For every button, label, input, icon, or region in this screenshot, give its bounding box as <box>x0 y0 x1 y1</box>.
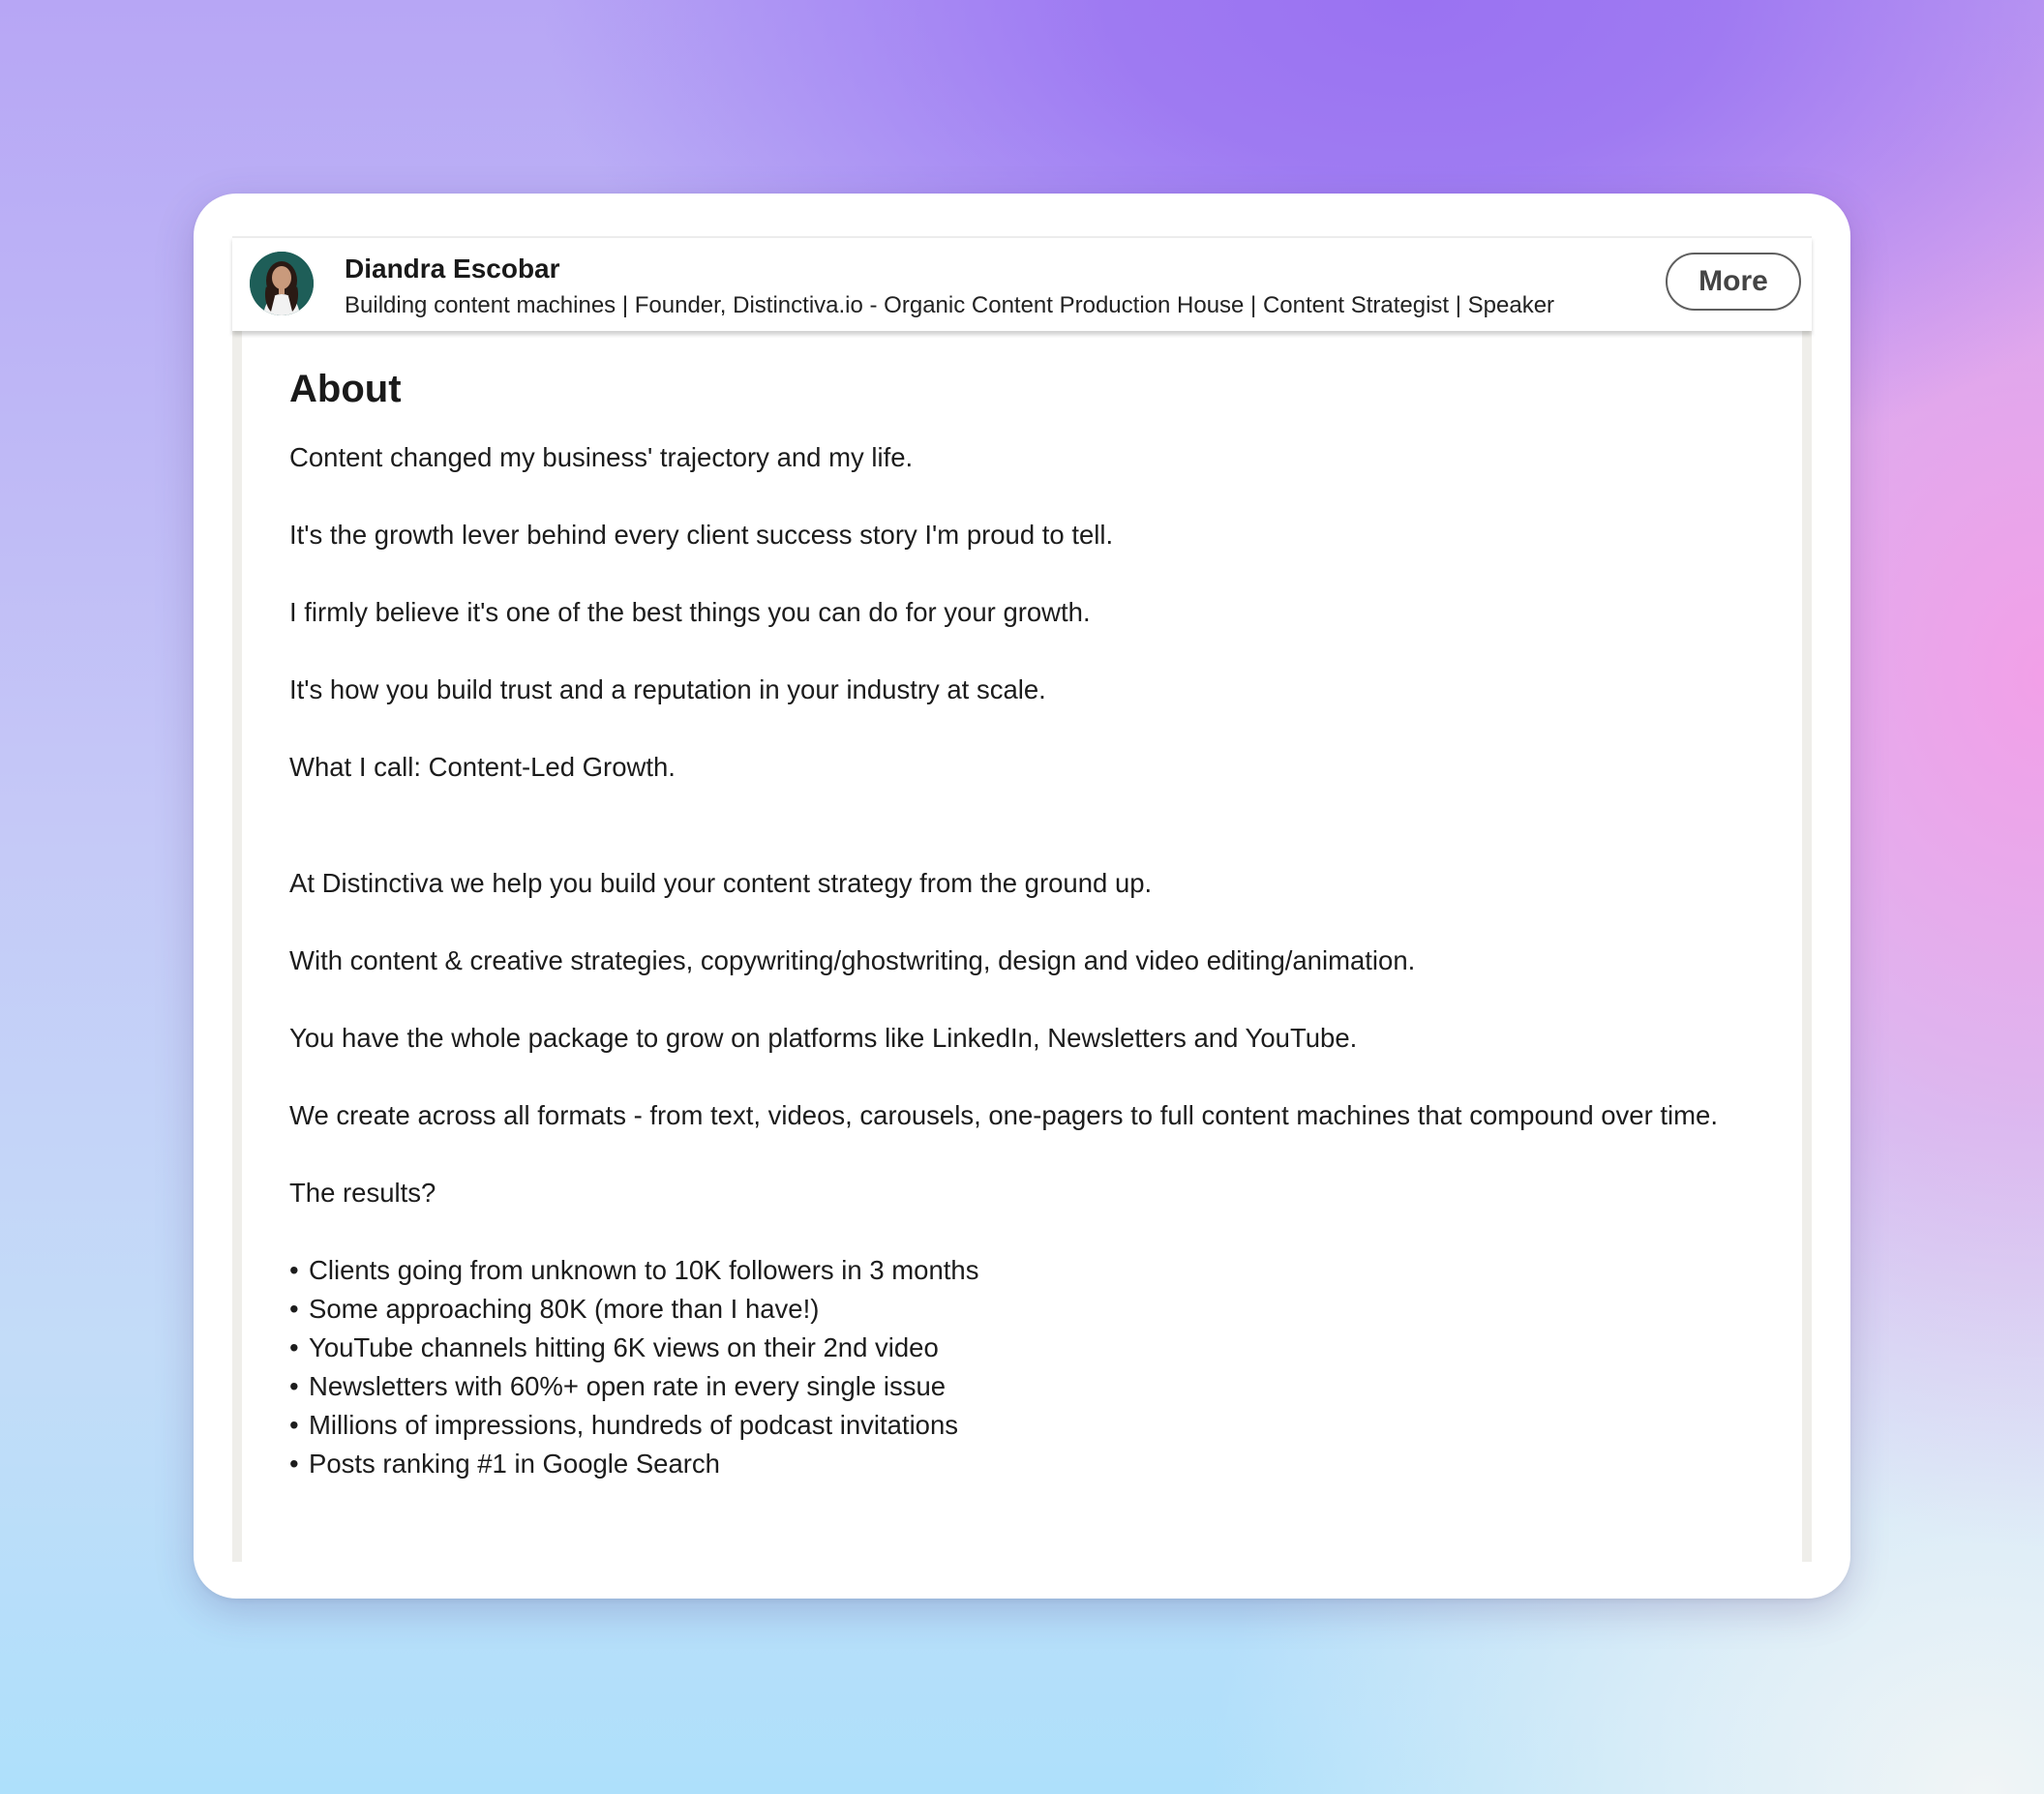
about-paragraph: What I call: Content-Led Growth. <box>289 752 676 782</box>
about-paragraph: With content & creative strategies, copywriting/ghostwriting, design and video editing/animation. <box>289 945 1416 975</box>
about-paragraph: You have the whole package to grow on platforms like LinkedIn, Newsletters and YouTube. <box>289 1023 1358 1053</box>
list-item <box>289 1329 1770 1367</box>
bullet-icon: • <box>289 1294 299 1324</box>
results-list <box>289 1251 1770 1483</box>
profile-card <box>194 194 1850 1599</box>
sticky-profile-header <box>232 236 1812 331</box>
list-item <box>289 1445 1770 1483</box>
bullet-icon: • <box>289 1371 299 1401</box>
about-paragraph: Content changed my business' trajectory and my life. <box>289 442 914 472</box>
bullet-icon: • <box>289 1332 299 1362</box>
bullet-icon: • <box>289 1410 299 1440</box>
profile-headline: Building content machines | Founder, Distinctiva.io - Organic Content Production House | Content Strategist | Speaker <box>345 292 1555 318</box>
about-paragraph: It's the growth lever behind every client success story I'm proud to tell. <box>289 520 1114 550</box>
about-text <box>289 438 1770 1483</box>
avatar-portrait-icon <box>250 252 314 315</box>
list-item-text: Millions of impressions, hundreds of podcast invitations <box>309 1410 959 1440</box>
about-paragraph: At Distinctiva we help you build your content strategy from the ground up. <box>289 868 1153 898</box>
list-item <box>289 1251 1770 1290</box>
list-item-text: Newsletters with 60%+ open rate in every single issue <box>309 1371 947 1401</box>
about-paragraph: It's how you build trust and a reputation in your industry at scale. <box>289 674 1046 704</box>
about-paragraph: We create across all formats - from text, videos, carousels, one-pagers to full content machines that compound over time. <box>289 1100 1718 1130</box>
bullet-icon: • <box>289 1449 299 1479</box>
list-item-text: Clients going from unknown to 10K followers in 3 months <box>309 1255 979 1285</box>
about-heading: About <box>289 368 402 410</box>
about-paragraph: I firmly believe it's one of the best things you can do for your growth. <box>289 597 1091 627</box>
avatar[interactable] <box>250 252 314 315</box>
about-paragraph: The results? <box>289 1178 436 1208</box>
list-item <box>289 1406 1770 1445</box>
list-item <box>289 1367 1770 1406</box>
list-item-text: Posts ranking #1 in Google Search <box>309 1449 720 1479</box>
list-item-text: Some approaching 80K (more than I have!) <box>309 1294 820 1324</box>
profile-name: Diandra Escobar <box>345 254 560 284</box>
list-item-text: YouTube channels hitting 6K views on their 2nd video <box>309 1332 939 1362</box>
bullet-icon: • <box>289 1255 299 1285</box>
more-button[interactable]: More <box>1666 253 1801 311</box>
list-item <box>289 1290 1770 1329</box>
